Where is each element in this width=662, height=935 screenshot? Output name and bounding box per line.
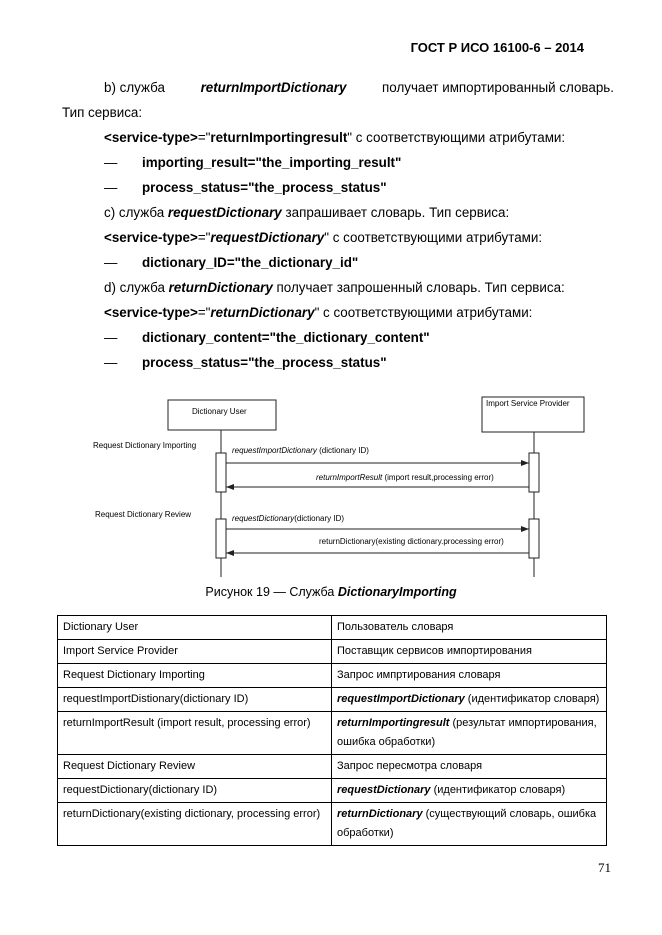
activation <box>529 453 539 492</box>
term: returnDictionary <box>337 808 423 820</box>
text: Рисунок 19 — Служба <box>205 585 338 599</box>
table-row <box>58 803 607 846</box>
figure-caption <box>0 585 662 599</box>
text: " с соответствующими атрибутами: <box>324 230 543 245</box>
text: DictionaryImporting <box>337 585 457 599</box>
text: returnImportResult <box>316 473 383 482</box>
text: =" <box>197 230 211 245</box>
table-row <box>58 664 607 688</box>
service-name: returnDictionary <box>168 280 273 295</box>
cell-en: Import Service Provider <box>58 640 332 664</box>
text: =" <box>197 305 211 320</box>
text: (import result,processing error) <box>382 473 494 482</box>
table-row <box>58 712 607 755</box>
message <box>232 514 344 524</box>
cell-ru <box>332 779 607 803</box>
service-name: returnImportDictionary <box>200 80 347 95</box>
dash: — <box>104 355 118 370</box>
cell-en: Request Dictionary Importing <box>58 664 332 688</box>
tag: <service-type> <box>104 130 198 145</box>
text: (результат импортирования, ошибка обработки) <box>337 717 597 748</box>
table-row <box>58 755 607 779</box>
attr: dictionary_ID="the_dictionary_id" <box>142 255 359 270</box>
text: b) служба <box>104 80 165 95</box>
activation <box>216 453 226 492</box>
table-row <box>58 640 607 664</box>
cell-en: returnDictionary(existing dictionary, processing error) <box>58 803 332 846</box>
cell-ru <box>332 755 607 779</box>
dash: — <box>104 330 118 345</box>
cell-en: Request Dictionary Review <box>58 755 332 779</box>
table-row <box>58 616 607 640</box>
para-b-line2: Тип сервиса: <box>62 105 143 120</box>
message: returnDictionary(existing dictionary.processing error) <box>319 537 504 546</box>
attr: dictionary_content="the_dictionary_content" <box>142 330 430 345</box>
cell-en: returnImportResult (import result, processing error) <box>58 712 332 755</box>
service-name: requestDictionary <box>167 205 282 220</box>
text: requestDictionary <box>232 514 295 523</box>
dash: — <box>104 180 118 195</box>
dash: — <box>104 155 118 170</box>
actor-user: Dictionary User <box>192 407 247 416</box>
cell-ru <box>332 712 607 755</box>
scenario-label: Request Dictionary Review <box>95 510 192 519</box>
activation <box>529 519 539 558</box>
terms-table <box>57 615 607 846</box>
scenario-label: Request Dictionary Importing <box>93 441 197 450</box>
message <box>232 446 369 456</box>
text: " с соответствующими атрибутами: <box>347 130 566 145</box>
value: requestDictionary <box>210 230 325 245</box>
cell-en: requestImportDistionary(dictionary ID) <box>58 688 332 712</box>
text: c) служба <box>104 205 165 220</box>
table-row <box>58 779 607 803</box>
text: d) служба <box>104 280 165 295</box>
cell-ru <box>332 664 607 688</box>
tag: <service-type> <box>104 230 198 245</box>
value: returnDictionary <box>210 305 315 320</box>
text: Запрос пересмотра словаря <box>337 760 483 772</box>
page-number: 71 <box>598 860 611 875</box>
cell-ru <box>332 688 607 712</box>
text: получает импортированный словарь. <box>382 80 614 95</box>
text: (dictionary ID) <box>316 446 369 455</box>
cell-ru <box>332 803 607 846</box>
text: requestImportDictionary <box>232 446 317 455</box>
text: =" <box>197 130 211 145</box>
actor-provider: Import Service Provider <box>486 399 570 408</box>
attr: process_status="the_process_status" <box>142 355 387 370</box>
text: Пользователь словаря <box>337 621 454 633</box>
activation <box>216 519 226 558</box>
text: " с соответствующими атрибутами: <box>314 305 533 320</box>
dash: — <box>104 255 118 270</box>
tag: <service-type> <box>104 305 198 320</box>
text: (существующий словарь, ошибка обработки) <box>337 808 597 839</box>
cell-ru <box>332 640 607 664</box>
text: получает запрошенный словарь. Тип сервиса: <box>276 280 565 295</box>
term: returnImportingresult <box>337 717 450 729</box>
text: (идентификатор словаря) <box>464 693 600 705</box>
cell-en: Dictionary User <box>58 616 332 640</box>
attr: importing_result="the_importing_result" <box>142 155 402 170</box>
cell-en: requestDictionary(dictionary ID) <box>58 779 332 803</box>
document-header: ГОСТ Р ИСО 16100-6 – 2014 <box>410 40 584 55</box>
text: (dictionary ID) <box>294 514 345 523</box>
text: Запрос импртирования словаря <box>337 669 501 681</box>
attr: process_status="the_process_status" <box>142 180 387 195</box>
table-row <box>58 688 607 712</box>
text: запрашивает словарь. Тип сервиса: <box>285 205 510 220</box>
term: requestImportDictionary <box>337 693 465 705</box>
message <box>316 473 494 483</box>
text: Поставщик сервисов импортирования <box>337 645 532 657</box>
text: (идентификатор словаря) <box>430 784 566 796</box>
value: returnImportingresult <box>210 130 348 145</box>
cell-ru <box>332 616 607 640</box>
term: requestDictionary <box>337 784 431 796</box>
